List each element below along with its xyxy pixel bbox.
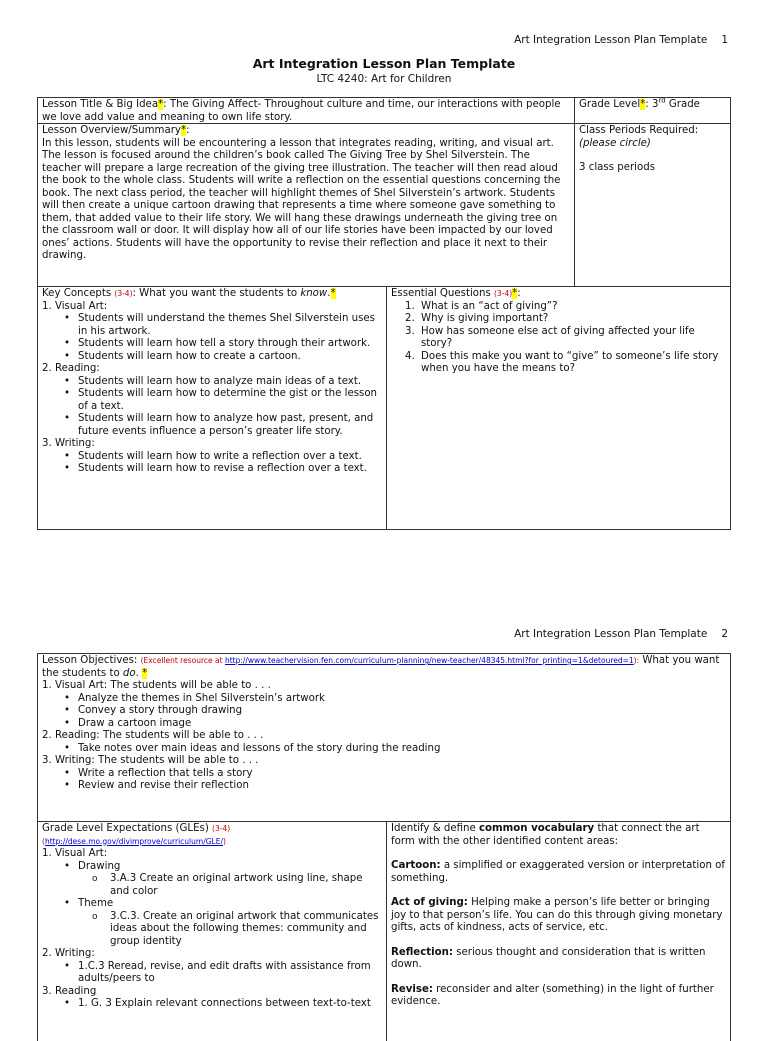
resource-link[interactable]: http://www.teachervision.fen.com/curriculum-planning/new-teacher/48345.html?for_printing=1&detoured=1: [224, 656, 634, 665]
question-text: Does this make you want to “give” to someone’s life story when you have the means to?: [421, 350, 719, 374]
list-item: • Students will learn how to create a cartoon.: [64, 351, 382, 364]
key-concepts-prompt: : What you want the students to: [132, 288, 301, 299]
overview-text: In this lesson, students will be encountering a lesson that integrates reading, writing, and visual art. The lesson is focused around the children’s book called The Giving Tree by Shel Silverstein. The teacher will prepare a large recreation of the giving tree illustration. The teacher will then read aloud the book to the whole class. Students will write a reflection on the essential questions concerning the book. The next class period, the teacher will highlight themes of Shel Silverstein’s artwork. Students will then create a unique cartoon drawing that represents a time where someone gave something to them, that added value to their life story. We will hang these drawings underneath the giving tree on the classroom wall or door. It will display how all of our life stories have been impacted by our loved ones’ actions. Students will have the opportunity to revise their reflection and place it next to their drawing.: [42, 137, 561, 261]
class-periods-value: 3 class periods: [579, 162, 656, 173]
document-subtitle: LTC 4240: Art for Children: [316, 73, 452, 85]
list-item: [64, 898, 382, 948]
vocab-definition: reconsider and alter (something) in the light of further evidence.: [391, 983, 714, 1007]
gle-category: Theme: [78, 898, 114, 909]
required-star: *: [180, 125, 187, 136]
section-heading: 2. Reading: The students will be able to . . .: [42, 730, 264, 741]
lesson-title-text: : The Giving Affect- Throughout culture and time, our interactions with people we love add value and meaning to own life story.: [42, 99, 561, 123]
list-item: [64, 861, 382, 899]
header-text: Art Integration Lesson Plan Template: [514, 628, 708, 640]
list-item: o 3.A.3 Create an original artwork using line, shape and color: [92, 873, 382, 898]
gle-label: Grade Level Expectations (GLEs): [42, 823, 209, 834]
section-heading: 1. Visual Art:: [42, 300, 108, 312]
list-item: • Take notes over main ideas and lessons of the story during the reading: [64, 743, 726, 756]
theme-sublist: [78, 911, 382, 949]
grade-tag: (3-4): [212, 824, 231, 833]
prompt-period: .: [327, 288, 331, 299]
vocab-definition: Helping make a person’s life better or bringing joy to that person’s life. You can do this through giving monetary gifts, acts of kindness, acts of service, etc.: [391, 897, 723, 933]
writing-gle-list: [42, 961, 382, 986]
writing-concepts-list: [42, 451, 382, 476]
page-gap: [0, 560, 768, 600]
required-star: *: [640, 99, 646, 110]
grade-level-label: Grade Level: [579, 99, 641, 110]
resource-note: [141, 656, 640, 665]
question-text: What is an “act of giving”?: [421, 300, 558, 312]
link-paren: (: [42, 836, 45, 846]
vocab-entry-revise: [391, 984, 726, 1009]
header-text: Art Integration Lesson Plan Template: [514, 34, 708, 46]
list-item: • Students will learn how to analyze how past, present, and future events influence a person’s greater life story.: [64, 413, 382, 438]
question-text: How has someone else act of giving affected your life story?: [421, 325, 695, 349]
list-item: • Students will learn how to revise a reflection over a text.: [64, 463, 382, 476]
objectives-label: Lesson Objectives:: [42, 655, 138, 666]
list-item: • Draw a cartoon image: [64, 718, 726, 731]
grade-tag: (3-4): [494, 289, 513, 298]
visual-art-objectives-list: [42, 693, 726, 731]
reading-gle-list: [42, 998, 382, 1011]
vocab-entry-reflection: [391, 947, 726, 972]
page-number: 1: [721, 34, 728, 46]
grade-level-value: : 3: [645, 99, 659, 110]
reading-objectives-list: [42, 743, 726, 756]
essential-questions-list: [391, 301, 726, 376]
vocab-definition: a simplified or exaggerated version or interpretation of something.: [391, 860, 725, 884]
vocabulary-cell: [386, 821, 731, 1041]
key-concepts-label: Key Concepts: [42, 288, 112, 299]
objectives-prompt: What you want the students to: [42, 655, 720, 679]
vocab-entry-act-of-giving: [391, 897, 726, 935]
gle-cell: [37, 821, 387, 1041]
resource-suffix: ):: [633, 656, 640, 665]
vocab-entry-cartoon: [391, 860, 726, 885]
section-heading: 1. Visual Art:: [42, 848, 108, 859]
list-item: • Write a reflection that tells a story: [64, 768, 726, 781]
lesson-title-cell: [37, 97, 575, 124]
key-concepts-cell: [37, 286, 387, 530]
writing-objectives-list: [42, 768, 726, 793]
required-star: *: [330, 288, 336, 299]
overview-colon: :: [186, 125, 190, 136]
vocabulary-intro: [391, 823, 726, 848]
class-periods-note: (please circle): [579, 137, 651, 149]
intro-bold: common vocabulary: [479, 823, 595, 834]
prompt-period: .: [135, 667, 143, 679]
list-item: • Review and revise their reflection: [64, 780, 726, 793]
intro-text: Identify & define: [391, 823, 479, 834]
running-header: [514, 628, 728, 641]
vocab-term: Cartoon:: [391, 860, 441, 871]
lesson-overview-cell: [37, 123, 575, 287]
overview-label: Lesson Overview/Summary: [42, 125, 181, 136]
list-item: • Students will learn how to analyze main ideas of a text.: [64, 376, 382, 389]
page-number: 2: [721, 628, 728, 640]
class-periods-label: Class Periods Required:: [579, 125, 699, 136]
list-item: 1. What is an “act of giving”?: [405, 300, 558, 312]
vocab-term: Reflection:: [391, 946, 453, 958]
gle-link-line: [42, 836, 382, 849]
required-star: *: [512, 288, 518, 299]
section-heading: 2. Writing:: [42, 948, 95, 959]
grade-level-cell: [574, 97, 731, 124]
section-heading: 3. Reading: [42, 985, 97, 997]
lesson-objectives-cell: [37, 653, 731, 822]
vocab-definition: serious thought and consideration that is written down.: [391, 946, 706, 970]
required-star: *: [142, 667, 148, 679]
section-heading: 2. Reading:: [42, 363, 100, 374]
running-header: [514, 34, 728, 47]
link-paren: ): [222, 836, 226, 846]
objectives-do: do: [122, 667, 136, 679]
list-item: • Students will learn how tell a story through their artwork.: [64, 338, 382, 351]
document-title: Art Integration Lesson Plan Template: [252, 56, 516, 71]
list-item: • Students will understand the themes Shel Silverstein uses in his artwork.: [64, 313, 382, 338]
section-heading: 3. Writing: The students will be able to . . .: [42, 755, 259, 766]
essential-questions-cell: [386, 286, 731, 530]
gle-category: Drawing: [78, 860, 121, 872]
drawing-sublist: [78, 873, 382, 898]
list-item: 4. Does this make you want to “give” to someone’s life story when you have the means to?: [405, 350, 719, 374]
required-star: *: [158, 99, 164, 110]
list-item: • Analyze the themes in Shel Silverstein’s artwork: [64, 693, 726, 706]
visual-art-concepts-list: [42, 313, 382, 363]
list-item: o 3.C.3. Create an original artwork that communicates ideas about the following themes: community and group identity: [92, 911, 382, 949]
vocab-term: Act of giving:: [391, 897, 468, 908]
grade-tag: (3-4): [114, 289, 133, 298]
lesson-title-label: Lesson Title & Big Idea: [42, 99, 159, 110]
visual-art-gle-list: [42, 861, 382, 949]
list-item: • 1.C.3 Reread, revise, and edit drafts with assistance from adults/peers to: [64, 961, 382, 986]
grade-level-unit: Grade: [665, 99, 700, 110]
list-item: • Students will learn how to determine the gist or the lesson of a text.: [64, 388, 382, 413]
list-item: • Convey a story through drawing: [64, 705, 726, 718]
section-heading: 1. Visual Art: The students will be able to . . .: [42, 680, 271, 691]
document-page-2: [0, 600, 768, 1024]
label-colon: :: [517, 288, 521, 299]
resource-prefix: (Excellent resource at: [140, 656, 225, 665]
list-item: 2. Why is giving important?: [405, 313, 549, 324]
question-text: Why is giving important?: [421, 313, 549, 324]
list-item: • 1. G. 3 Explain relevant connections between text-to-text: [64, 998, 382, 1011]
vocab-term: Revise:: [391, 983, 433, 995]
key-concepts-know: know: [300, 288, 328, 299]
essential-questions-label: Essential Questions: [391, 288, 491, 299]
section-heading: 3. Writing:: [42, 438, 95, 449]
list-item: 3. How has someone else act of giving affected your life story?: [405, 325, 695, 349]
gle-link[interactable]: http://dese.mo.gov/divimprove/curriculum/GLE/: [44, 836, 223, 846]
grade-level-suffix: rd: [658, 97, 666, 105]
class-periods-cell: [574, 123, 731, 287]
list-item: • Students will learn how to write a reflection over a text.: [64, 451, 382, 464]
reading-concepts-list: [42, 376, 382, 439]
intro-text: that connect the art form with the other identified content areas:: [391, 823, 700, 847]
